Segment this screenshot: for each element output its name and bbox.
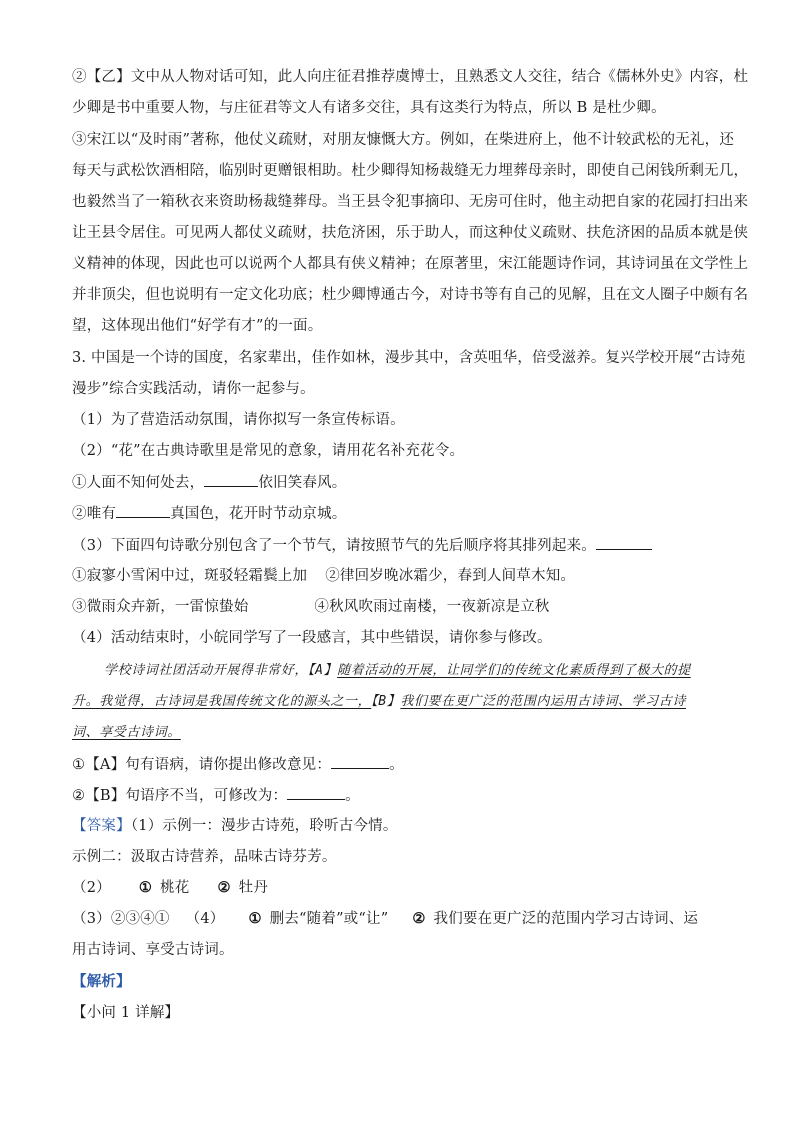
poem-option-3: ③微雨众卉新，一雷惊蛰始 bbox=[72, 599, 249, 615]
passage-underlined-text: 随着活动的开展，让同学们的传统文化素质得到了极大的提 bbox=[337, 663, 691, 678]
answer-number: （4） bbox=[185, 911, 225, 927]
poem-line-text: ①人面不知何处去， bbox=[72, 475, 205, 491]
answer-blank bbox=[204, 472, 258, 487]
answer-line: 用古诗词、享受古诗词。 bbox=[72, 942, 234, 958]
passage-line bbox=[72, 692, 732, 712]
circled-number: ① bbox=[138, 879, 153, 896]
answer-blank bbox=[331, 754, 389, 769]
passage-text: 学校诗词社团活动开展得非常好，【A】 bbox=[104, 663, 338, 678]
answer-number: （2） bbox=[72, 880, 111, 896]
question-text: （3）下面四句诗歌分别包含了一个节气，请按照节气的先后顺序将其排列起来。 bbox=[72, 538, 596, 554]
poem-options-row bbox=[72, 566, 732, 586]
fill-blank-line bbox=[72, 785, 732, 806]
poem-options-row bbox=[72, 597, 732, 617]
text-line: ③宋江以“及时雨”著称，他仗义疏财，对朋友慷慨大方。例如，在柴进府上，他不计较武松的无礼，还 bbox=[72, 132, 735, 148]
answer-line bbox=[72, 878, 732, 898]
answer-label: 【答案】 bbox=[72, 818, 131, 834]
circled-number: ② bbox=[217, 879, 231, 896]
fill-blank-line bbox=[72, 503, 732, 524]
sub-question-heading: 【小问 1 详解】 bbox=[72, 1005, 180, 1021]
text-line: 义精神的体现，因此也可以说两个人都具有侠义精神；在原著里，宋江能题诗作词，其诗词虽在文学性上 bbox=[72, 256, 749, 272]
poem-line-text: 真国色，花开时节动京城。 bbox=[170, 506, 347, 522]
poem-line-text: 依旧笑春风。 bbox=[258, 475, 347, 491]
sub-question-4: （4）活动结束时，小皖同学写了一段感言，其中些错误，请你参与修改。 bbox=[72, 630, 552, 646]
answer-text: 删去“随着”或“让” bbox=[269, 911, 389, 927]
sub-question-2: （2）“花”在古典诗歌里是常见的意象，请用花名补充花令。 bbox=[72, 443, 465, 459]
text-line: 望，这体现出他们“好学有才”的一面。 bbox=[72, 318, 323, 334]
sub-question-1: （1）为了营造活动氛围，请你拟写一条宣传标语。 bbox=[72, 412, 405, 428]
circled-number: ② bbox=[412, 910, 426, 927]
answer-blank bbox=[596, 535, 652, 550]
text-line: 漫步”综合实践活动，请你一起参与。 bbox=[72, 381, 315, 397]
answer-text: 牡丹 bbox=[238, 880, 269, 896]
poem-line-text: ②唯有 bbox=[72, 506, 117, 522]
answer-blank bbox=[116, 503, 170, 518]
answer-text: 桃花 bbox=[160, 880, 190, 896]
answer-line: 示例二：汲取古诗营养，品味古诗芬芳。 bbox=[72, 849, 337, 865]
poem-option-4: ④秋风吹雨过南楼，一夜新凉是立秋 bbox=[314, 599, 550, 615]
text-line: 少卿是书中重要人物，与庄征君等文人有诸多交往，具有这类行为特点，所以 B 是杜少卿。 bbox=[72, 100, 666, 116]
passage-underlined-text: 升。我觉得，古诗词是我国传统文化的源头之一， bbox=[72, 694, 372, 709]
passage-underlined-text: 词、享受古诗词。 bbox=[72, 725, 181, 740]
analysis-heading: 【解析】 bbox=[72, 973, 131, 990]
text-line: ②【乙】文中从人物对话可知，此人向庄征君推荐虞博士，且熟悉文人交往，结合《儒林外史》内容，杜 bbox=[72, 69, 749, 85]
text-line: 让王县令居住。可见两人都仗义疏财，扶危济困，乐于助人，而这种仗义疏财、扶危济困的品质本就是侠 bbox=[72, 225, 749, 241]
text-line: 并非顶尖，但也说明有一定文化功底；杜少卿博通古今，对诗书等有自己的见解，且在文人圈子中颇有名 bbox=[72, 287, 749, 303]
question-text: ②【B】句语序不当，可修改为： bbox=[72, 788, 288, 804]
text-line: 每天与武松饮酒相陪，临别时更赠银相助。杜少卿得知杨裁缝无力埋葬母亲时，即使自己闲钱所剩无几， bbox=[72, 163, 749, 179]
answer-text: （1）示例一：漫步古诗苑，聆听古今情。 bbox=[130, 818, 398, 834]
answer-line bbox=[72, 816, 732, 836]
punctuation: 。 bbox=[389, 757, 404, 773]
poem-option-2: ②律回岁晚冰霜少，春到人间草木知。 bbox=[325, 568, 576, 584]
punctuation: 。 bbox=[345, 788, 360, 804]
answer-text: 我们要在更广泛的范围内学习古诗词、运 bbox=[433, 911, 699, 927]
question-text: ①【A】句有语病，请你提出修改意见： bbox=[72, 757, 332, 773]
question-3-stem: 3. 中国是一个诗的国度，名家辈出，佳作如林，漫步其中，含英咀华，倍受滋养。复兴学校开展“古诗苑 bbox=[72, 350, 746, 366]
circled-number: ① bbox=[248, 910, 262, 927]
passage-underlined-text: 我们要在更广泛的范围内运用古诗词、学习古诗 bbox=[400, 694, 686, 709]
passage-line bbox=[72, 723, 732, 743]
text-line: 也毅然当了一箱秋衣来资助杨裁缝葬母。当王县令犯事摘印、无房可住时，他主动把自家的花园打扫出来 bbox=[72, 194, 749, 210]
sub-question-3 bbox=[72, 535, 732, 556]
answer-blank bbox=[287, 785, 345, 800]
passage-marker: 【B】 bbox=[371, 694, 401, 709]
answer-line bbox=[72, 909, 732, 929]
fill-blank-line bbox=[72, 754, 732, 775]
fill-blank-line bbox=[72, 472, 732, 493]
passage-line bbox=[104, 661, 732, 681]
poem-option-1: ①寂寥小雪闲中过，斑驳轻霜鬓上加 bbox=[72, 568, 308, 584]
answer-text: （3）②③④① bbox=[72, 911, 170, 927]
